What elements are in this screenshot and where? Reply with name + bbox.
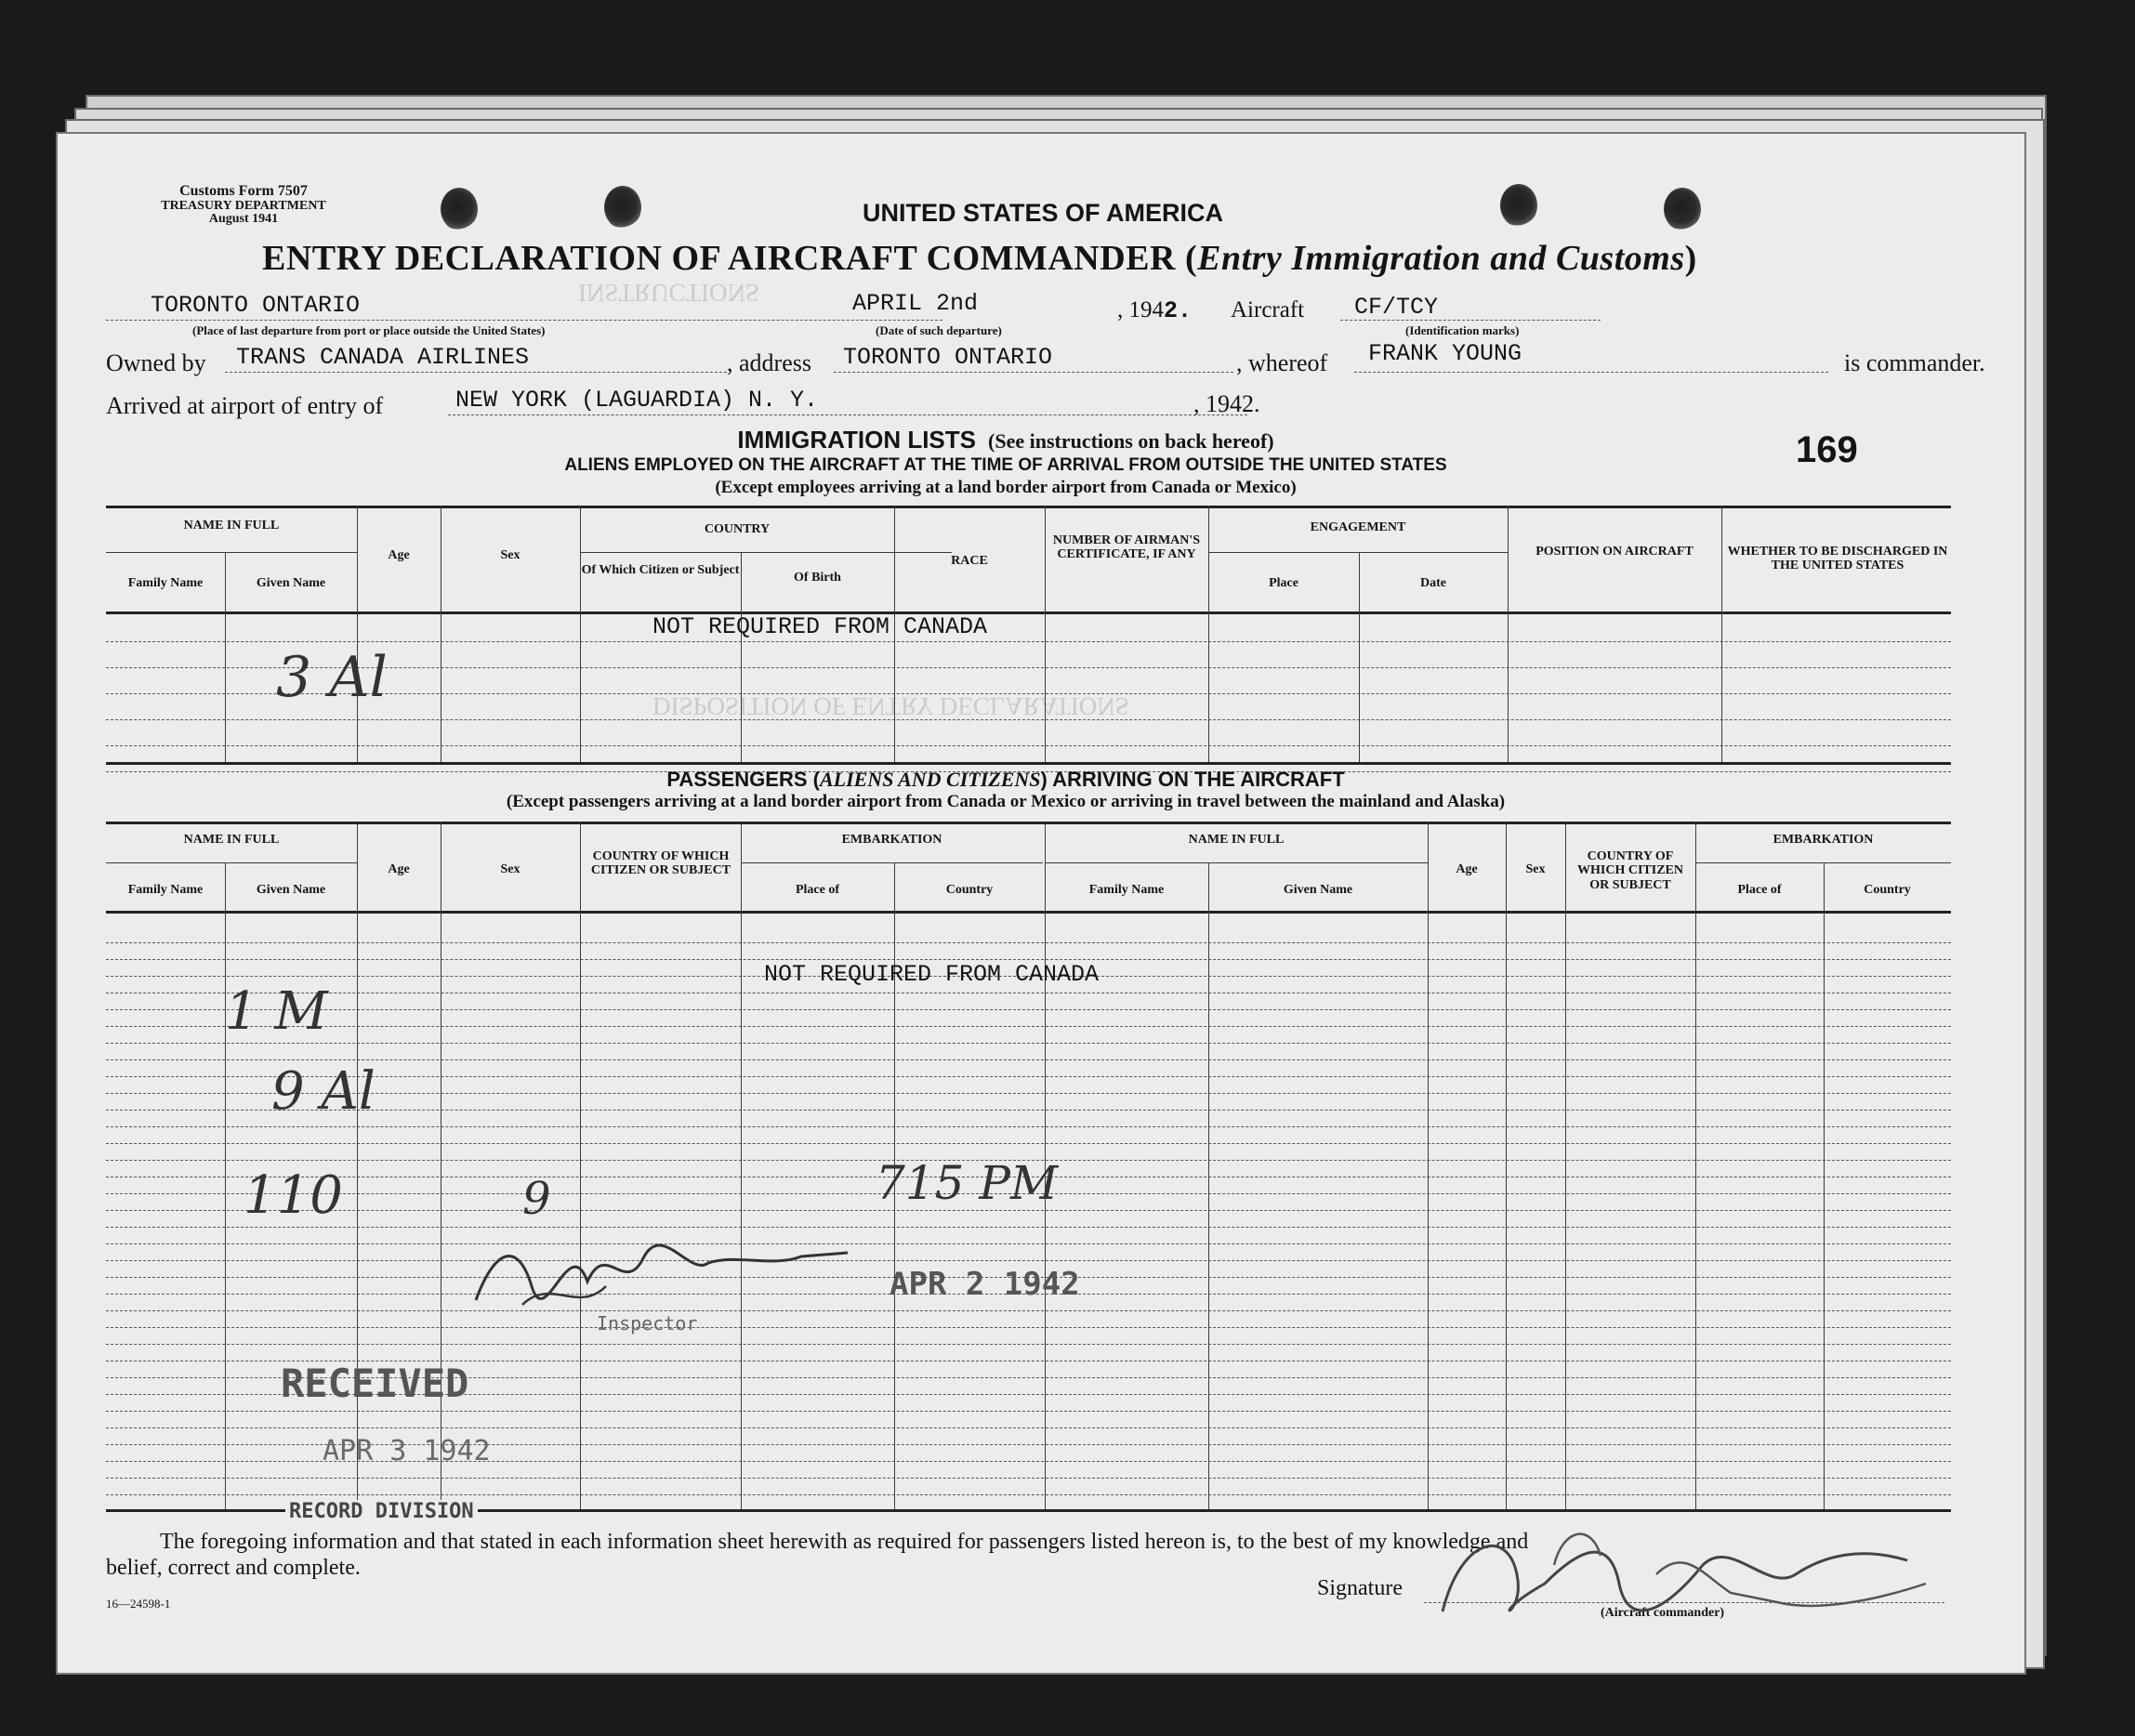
crew-row-line [106,745,1951,746]
inspector-stamp: Inspector [597,1312,698,1335]
form-footer-code: 16—24598-1 [106,1597,171,1611]
department: TREASURY DEPARTMENT [161,198,326,213]
crew-table-bottom [106,762,1951,765]
crew-table-top-border [106,506,1951,508]
crew-col-divider [1721,506,1722,762]
pax-col-embarkation: EMBARKATION [841,833,942,847]
pax-col-divider [1695,822,1696,1509]
departure-place-underline [106,320,942,321]
pax-col-embarkation-2: EMBARKATION [1773,833,1874,847]
pax-col-divider [1208,862,1209,1509]
pax-col-country: Country [945,883,994,897]
passengers-subnote: (Except passengers arriving at a land border airport from Canada or Mexico or arriving in travel between the mainland and Alaska) [506,792,1506,811]
pax-row-line [106,1478,1951,1479]
pax-col-divider [1824,862,1825,1509]
crew-col-divider [357,506,358,762]
commander-signature [1424,1509,1944,1639]
address-label: , address [727,349,811,376]
pax-row-line [106,1210,1951,1211]
pax-row-line [106,1059,1951,1060]
pax-row-line [106,1126,1951,1127]
pax-row-line [106,1310,1951,1311]
arrival-label: Arrived at airport of entry of [106,392,384,419]
crew-handwritten-note: 3 Al [276,645,388,710]
pax-handwritten-note-4: 9 [522,1173,551,1225]
country-heading: UNITED STATES OF AMERICA [863,199,1223,227]
pax-row-line [106,1043,1951,1044]
pax-col-citizen-2: COUNTRY OF WHICH CITIZEN OR SUBJECT [1577,849,1683,892]
address-field: TORONTO ONTARIO [843,344,1053,371]
signature-caption: (Aircraft commander) [1601,1606,1725,1620]
pax-col-sex: Sex [500,862,521,876]
signature-label: Signature [1317,1576,1403,1600]
pax-col-family-name-2: Family Name [1088,883,1165,897]
crew-header-divider [106,552,357,553]
commander-suffix: is commander. [1844,349,1985,376]
crew-col-position: POSITION ON AIRCRAFT [1535,545,1694,559]
pax-handwritten-note-1: 1 M [225,981,328,1042]
crew-col-birth: Of Birth [794,571,841,585]
pax-row-line [106,1344,1951,1345]
owner-underline [225,372,727,373]
departure-year: , 1942. [1117,297,1193,324]
pax-col-sex-2: Sex [1525,862,1546,876]
pax-row-line [106,1076,1951,1077]
pax-not-required-stamp: NOT REQUIRED FROM CANADA [764,961,1100,988]
pax-header-bottom [106,911,1951,914]
declaration-text-2: belief, correct and complete. [106,1556,361,1580]
pax-row-line [106,959,1951,960]
pax-handwritten-time: 715 PM [876,1156,1059,1210]
pax-col-age: Age [388,862,410,876]
entry-declaration-form [56,132,2026,1675]
crew-col-divider [580,506,581,762]
pax-col-divider [225,862,226,1509]
pax-row-line [106,942,1951,943]
form-date: August 1941 [208,212,279,227]
pax-col-divider [580,822,581,1509]
immigration-subnote: (Except employees arriving at a land border airport from Canada or Mexico) [715,478,1297,497]
declaration-text-1: The foregoing information and that stated in each information sheet herewith as required for passengers listed hereon is, to the best of my knowledge and [160,1530,1529,1554]
crew-header-divider [1208,552,1508,553]
pax-col-place: Place of [795,883,840,897]
pax-row-line [106,1110,1951,1111]
form-title: ENTRY DECLARATION OF AIRCRAFT COMMANDER (Entry Immigration and Customs) [262,239,1697,278]
crew-col-place: Place [1269,576,1298,590]
crew-col-date: Date [1420,576,1446,590]
arrival-underline [448,414,1247,415]
arrival-field: NEW YORK (LAGUARDIA) N. Y. [455,387,819,414]
crew-col-country: COUNTRY [704,522,771,536]
pax-header-divider [106,862,357,863]
departure-date-field: APRIL 2nd [852,290,979,317]
crew-col-discharged: WHETHER TO BE DISCHARGED IN THE UNITED STATES [1727,545,1948,573]
pax-col-family-name: Family Name [127,883,204,897]
whereof-label: , whereof [1236,349,1328,376]
crew-col-divider [1045,506,1046,762]
bleed-through-text: DISPOSITION OF ENTRY DECLARATIONS [652,692,1129,720]
commander-field: FRANK YOUNG [1368,340,1522,367]
commander-underline [1354,372,1828,373]
pax-col-divider [357,822,358,1509]
crew-col-citizen: Of Which Citizen or Subject [581,563,740,577]
bleed-through-text: INSTRUCTIONS [578,279,760,307]
pax-col-given-name-2: Given Name [1283,883,1353,897]
departure-place-field: TORONTO ONTARIO [151,292,361,319]
aircraft-caption: (Identification marks) [1405,323,1520,337]
pax-row-line [106,1143,1951,1144]
crew-col-age: Age [388,548,410,562]
pax-row-line [106,1009,1951,1010]
crew-col-engagement: ENGAGEMENT [1310,520,1406,534]
crew-header-divider [580,552,952,553]
pax-row-line [106,1411,1951,1412]
pax-row-line [106,1427,1951,1428]
aircraft-underline [1340,320,1601,321]
pax-row-line [106,1327,1951,1328]
owned-by-label: Owned by [106,349,206,376]
crew-col-race: RACE [951,554,988,568]
pax-handwritten-note-3: 110 [244,1165,343,1226]
pax-col-divider [741,822,742,1509]
pax-header-divider [1045,862,1428,863]
immigration-subheading: ALIENS EMPLOYED ON THE AIRCRAFT AT THE TIME OF ARRIVAL FROM OUTSIDE THE UNITED STATES [564,455,1447,475]
crew-row-line [106,641,1951,642]
departure-date-caption: (Date of such departure) [876,323,1002,337]
sheet-number: 169 [1796,429,1858,470]
pax-col-divider [1565,822,1566,1509]
crew-col-given-name: Given Name [256,576,326,590]
pax-table-top-border [106,822,1951,824]
pax-handwritten-note-2: 9 Al [271,1061,376,1122]
pax-row-line [106,1093,1951,1094]
aircraft-field: CF/TCY [1354,294,1439,321]
pax-row-line [106,1026,1951,1027]
owner-field: TRANS CANADA AIRLINES [236,344,530,371]
departure-place-caption: (Place of last departure from port or place outside the United States) [192,323,546,337]
crew-col-divider [1208,506,1209,762]
pax-row-line [106,1260,1951,1261]
received-date-stamp: APR 3 1942 [323,1435,491,1467]
immigration-heading: IMMIGRATION LISTS (See instructions on back hereof) [737,426,1274,454]
crew-col-name-in-full: NAME IN FULL [183,519,280,533]
pax-col-age-2: Age [1456,862,1478,876]
crew-col-sex: Sex [500,548,521,562]
aircraft-label: Aircraft [1231,297,1305,322]
pax-col-place-2: Place of [1737,883,1782,897]
pax-col-divider [1506,822,1507,1509]
pax-col-country-2: Country [1864,883,1911,897]
crew-not-required-stamp: NOT REQUIRED FROM CANADA [652,613,988,640]
crew-header-bottom [106,612,1951,614]
arrival-year: , 1942. [1193,390,1260,417]
pax-col-given-name: Given Name [256,883,326,897]
crew-row-line [106,719,1951,720]
pax-header-divider [741,862,1043,863]
address-underline [834,372,1233,373]
record-division-stamp: RECORD DIVISION [285,1500,478,1523]
pax-col-name-in-full-2: NAME IN FULL [1188,833,1285,847]
form-number: Customs Form 7507 [179,183,308,199]
pax-col-citizen: COUNTRY OF WHICH CITIZEN OR SUBJECT [590,849,731,878]
inspection-date-stamp: APR 2 1942 [890,1266,1080,1303]
received-stamp: RECEIVED [281,1361,469,1406]
pax-row-line [106,1243,1951,1244]
crew-col-family-name: Family Name [127,576,204,590]
pax-col-name-in-full: NAME IN FULL [183,833,280,847]
passengers-heading: PASSENGERS (ALIENS AND CITIZENS) ARRIVING ON THE AIRCRAFT [666,768,1345,791]
pax-row-line [106,1227,1951,1228]
crew-col-certificate: NUMBER OF AIRMAN'S CERTIFICATE, IF ANY [1052,533,1201,562]
pax-row-line [106,1494,1951,1495]
inspector-signature [467,1212,857,1323]
pax-col-divider [1428,822,1429,1509]
